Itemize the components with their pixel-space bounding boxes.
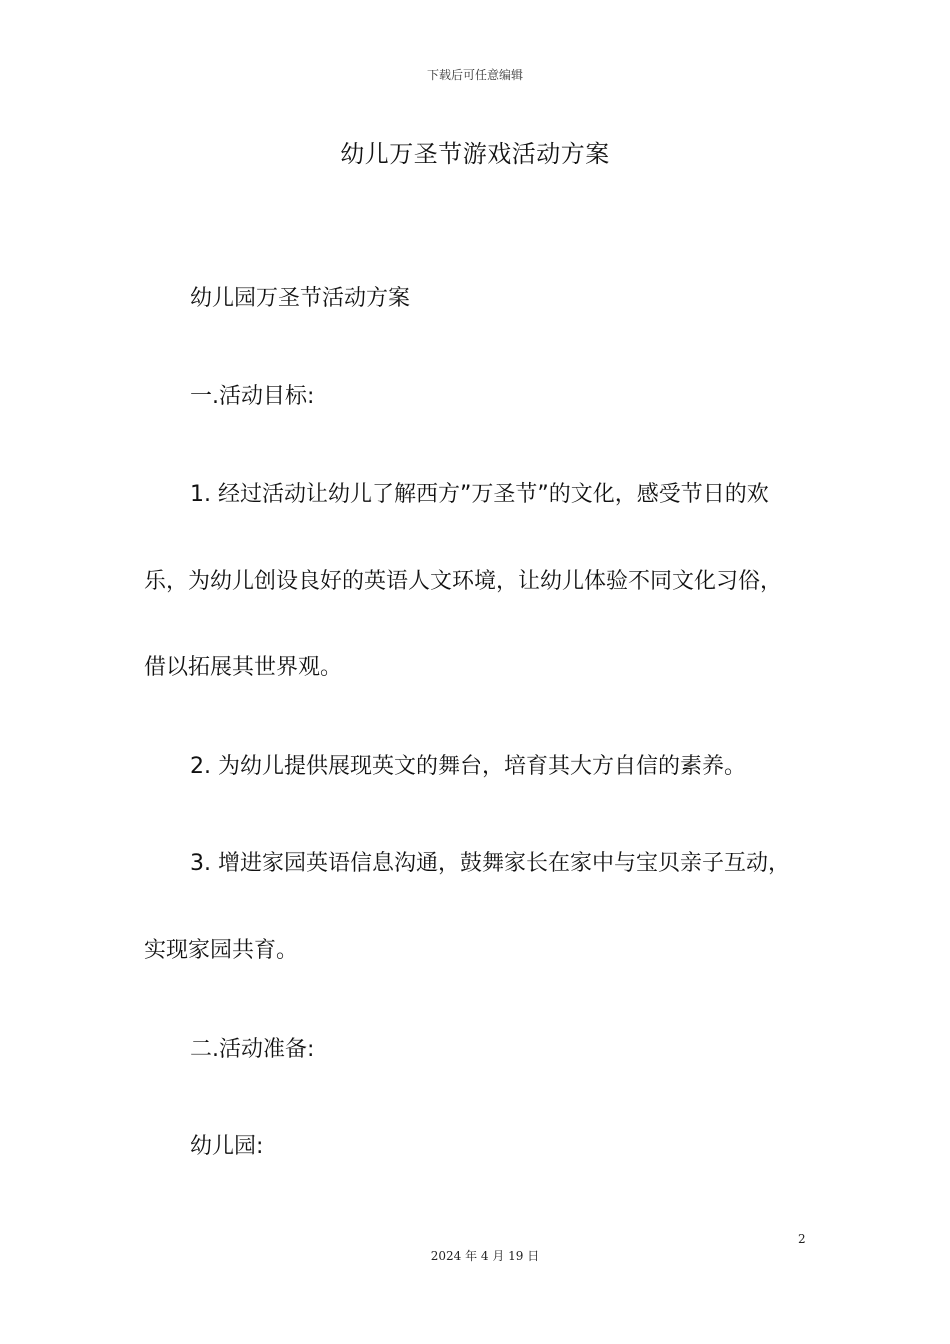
goal-1-line-1: 1. 经过活动让幼儿了解西方”万圣节”的文化，感受节日的欢 <box>190 482 769 507</box>
goal-1-line-2: 乐，为幼儿创设良好的英语人文环境，让幼儿体验不同文化习俗， <box>144 569 783 594</box>
subtitle: 幼儿园万圣节活动方案 <box>190 286 411 311</box>
document-title: 幼儿万圣节游戏活动方案 <box>340 140 610 168</box>
goal-3-line-2: 实现家园共育。 <box>144 938 299 963</box>
footer-date: 2024 年 4 月 19 日 <box>430 1249 540 1263</box>
prep-kindergarten-label: 幼儿园: <box>190 1134 264 1159</box>
section-heading-goals: 一.活动目标: <box>190 384 315 409</box>
section-heading-preparation: 二.活动准备: <box>190 1037 315 1062</box>
goal-2-line-1: 2. 为幼儿提供展现英文的舞台，培育其大方自信的素养。 <box>190 754 746 779</box>
goal-3-line-1: 3. 增进家园英语信息沟通，鼓舞家长在家中与宝贝亲子互动， <box>190 851 790 876</box>
page-number: 2 <box>798 1232 806 1246</box>
goal-1-line-3: 借以拓展其世界观。 <box>144 655 343 680</box>
header-note: 下载后可任意编辑 <box>426 68 523 82</box>
